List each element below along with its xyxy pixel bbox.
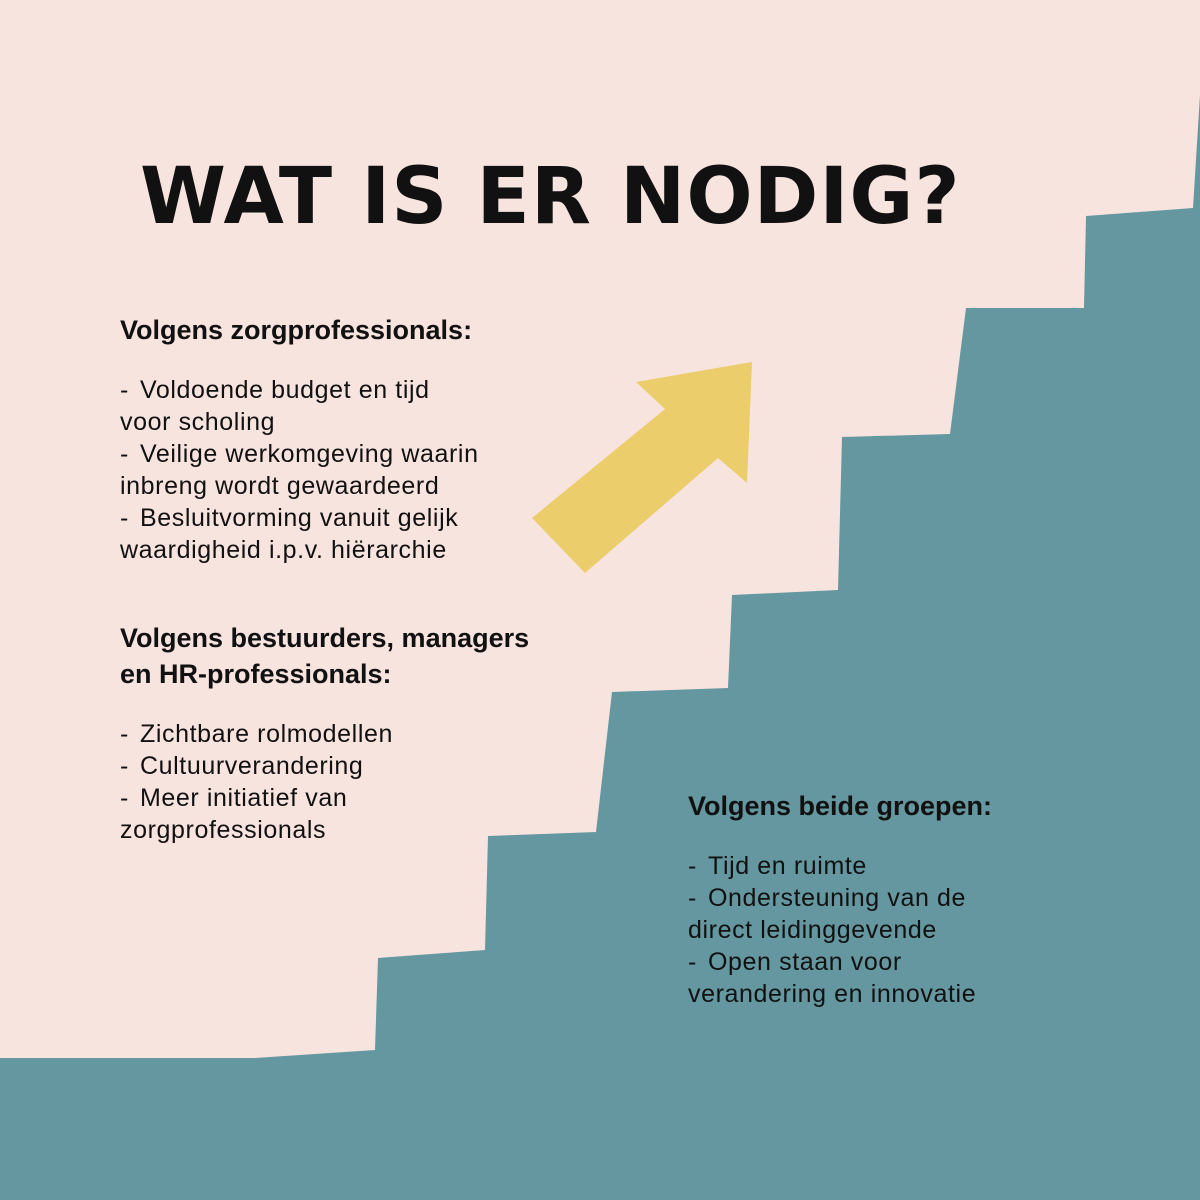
list-item: - Cultuurverandering xyxy=(120,752,364,780)
arrow-up-right-icon xyxy=(532,362,752,573)
bullet-list xyxy=(120,718,529,846)
bullet-dash: - xyxy=(688,884,697,912)
bullet-dash: - xyxy=(120,440,129,468)
bullet-dash: - xyxy=(120,504,129,532)
bullet-dash: - xyxy=(120,784,129,812)
list-item: - Veilige werkomgeving waarin inbreng wordt gewaardeerd xyxy=(120,440,479,500)
bullet-dash: - xyxy=(688,852,697,880)
heading-line: Volgens beide groepen: xyxy=(688,791,993,821)
section-bestuurders xyxy=(120,620,529,846)
section-zorgprofessionals xyxy=(120,312,479,566)
heading-line: Volgens bestuurders, managers xyxy=(120,623,530,653)
bullet-dash: - xyxy=(688,948,697,976)
section-beide-groepen xyxy=(688,788,992,1010)
section-heading xyxy=(120,620,529,692)
bullet-list xyxy=(120,374,479,566)
bullet-dash: - xyxy=(120,720,129,748)
list-item: - Ondersteuning van de direct leidinggevende xyxy=(688,884,967,944)
heading-line: Volgens zorgprofessionals: xyxy=(120,315,473,345)
list-item: - Meer initiatief van zorgprofessionals xyxy=(120,784,348,844)
page-title: WAT IS ER NODIG? xyxy=(140,152,961,242)
list-item: - Besluitvorming vanuit gelijk waardigheid i.p.v. hiërarchie xyxy=(120,504,459,564)
bullet-dash: - xyxy=(120,376,129,404)
bullet-dash: - xyxy=(120,752,129,780)
list-item: - Tijd en ruimte xyxy=(688,852,867,880)
list-item: - Zichtbare rolmodellen xyxy=(120,720,393,748)
heading-line: en HR-professionals: xyxy=(120,659,392,689)
list-item: - Open staan voor verandering en innovatie xyxy=(688,948,977,1008)
section-heading xyxy=(120,312,479,348)
list-item: - Voldoende budget en tijd voor scholing xyxy=(120,376,430,436)
bullet-list xyxy=(688,850,992,1010)
section-heading xyxy=(688,788,992,824)
